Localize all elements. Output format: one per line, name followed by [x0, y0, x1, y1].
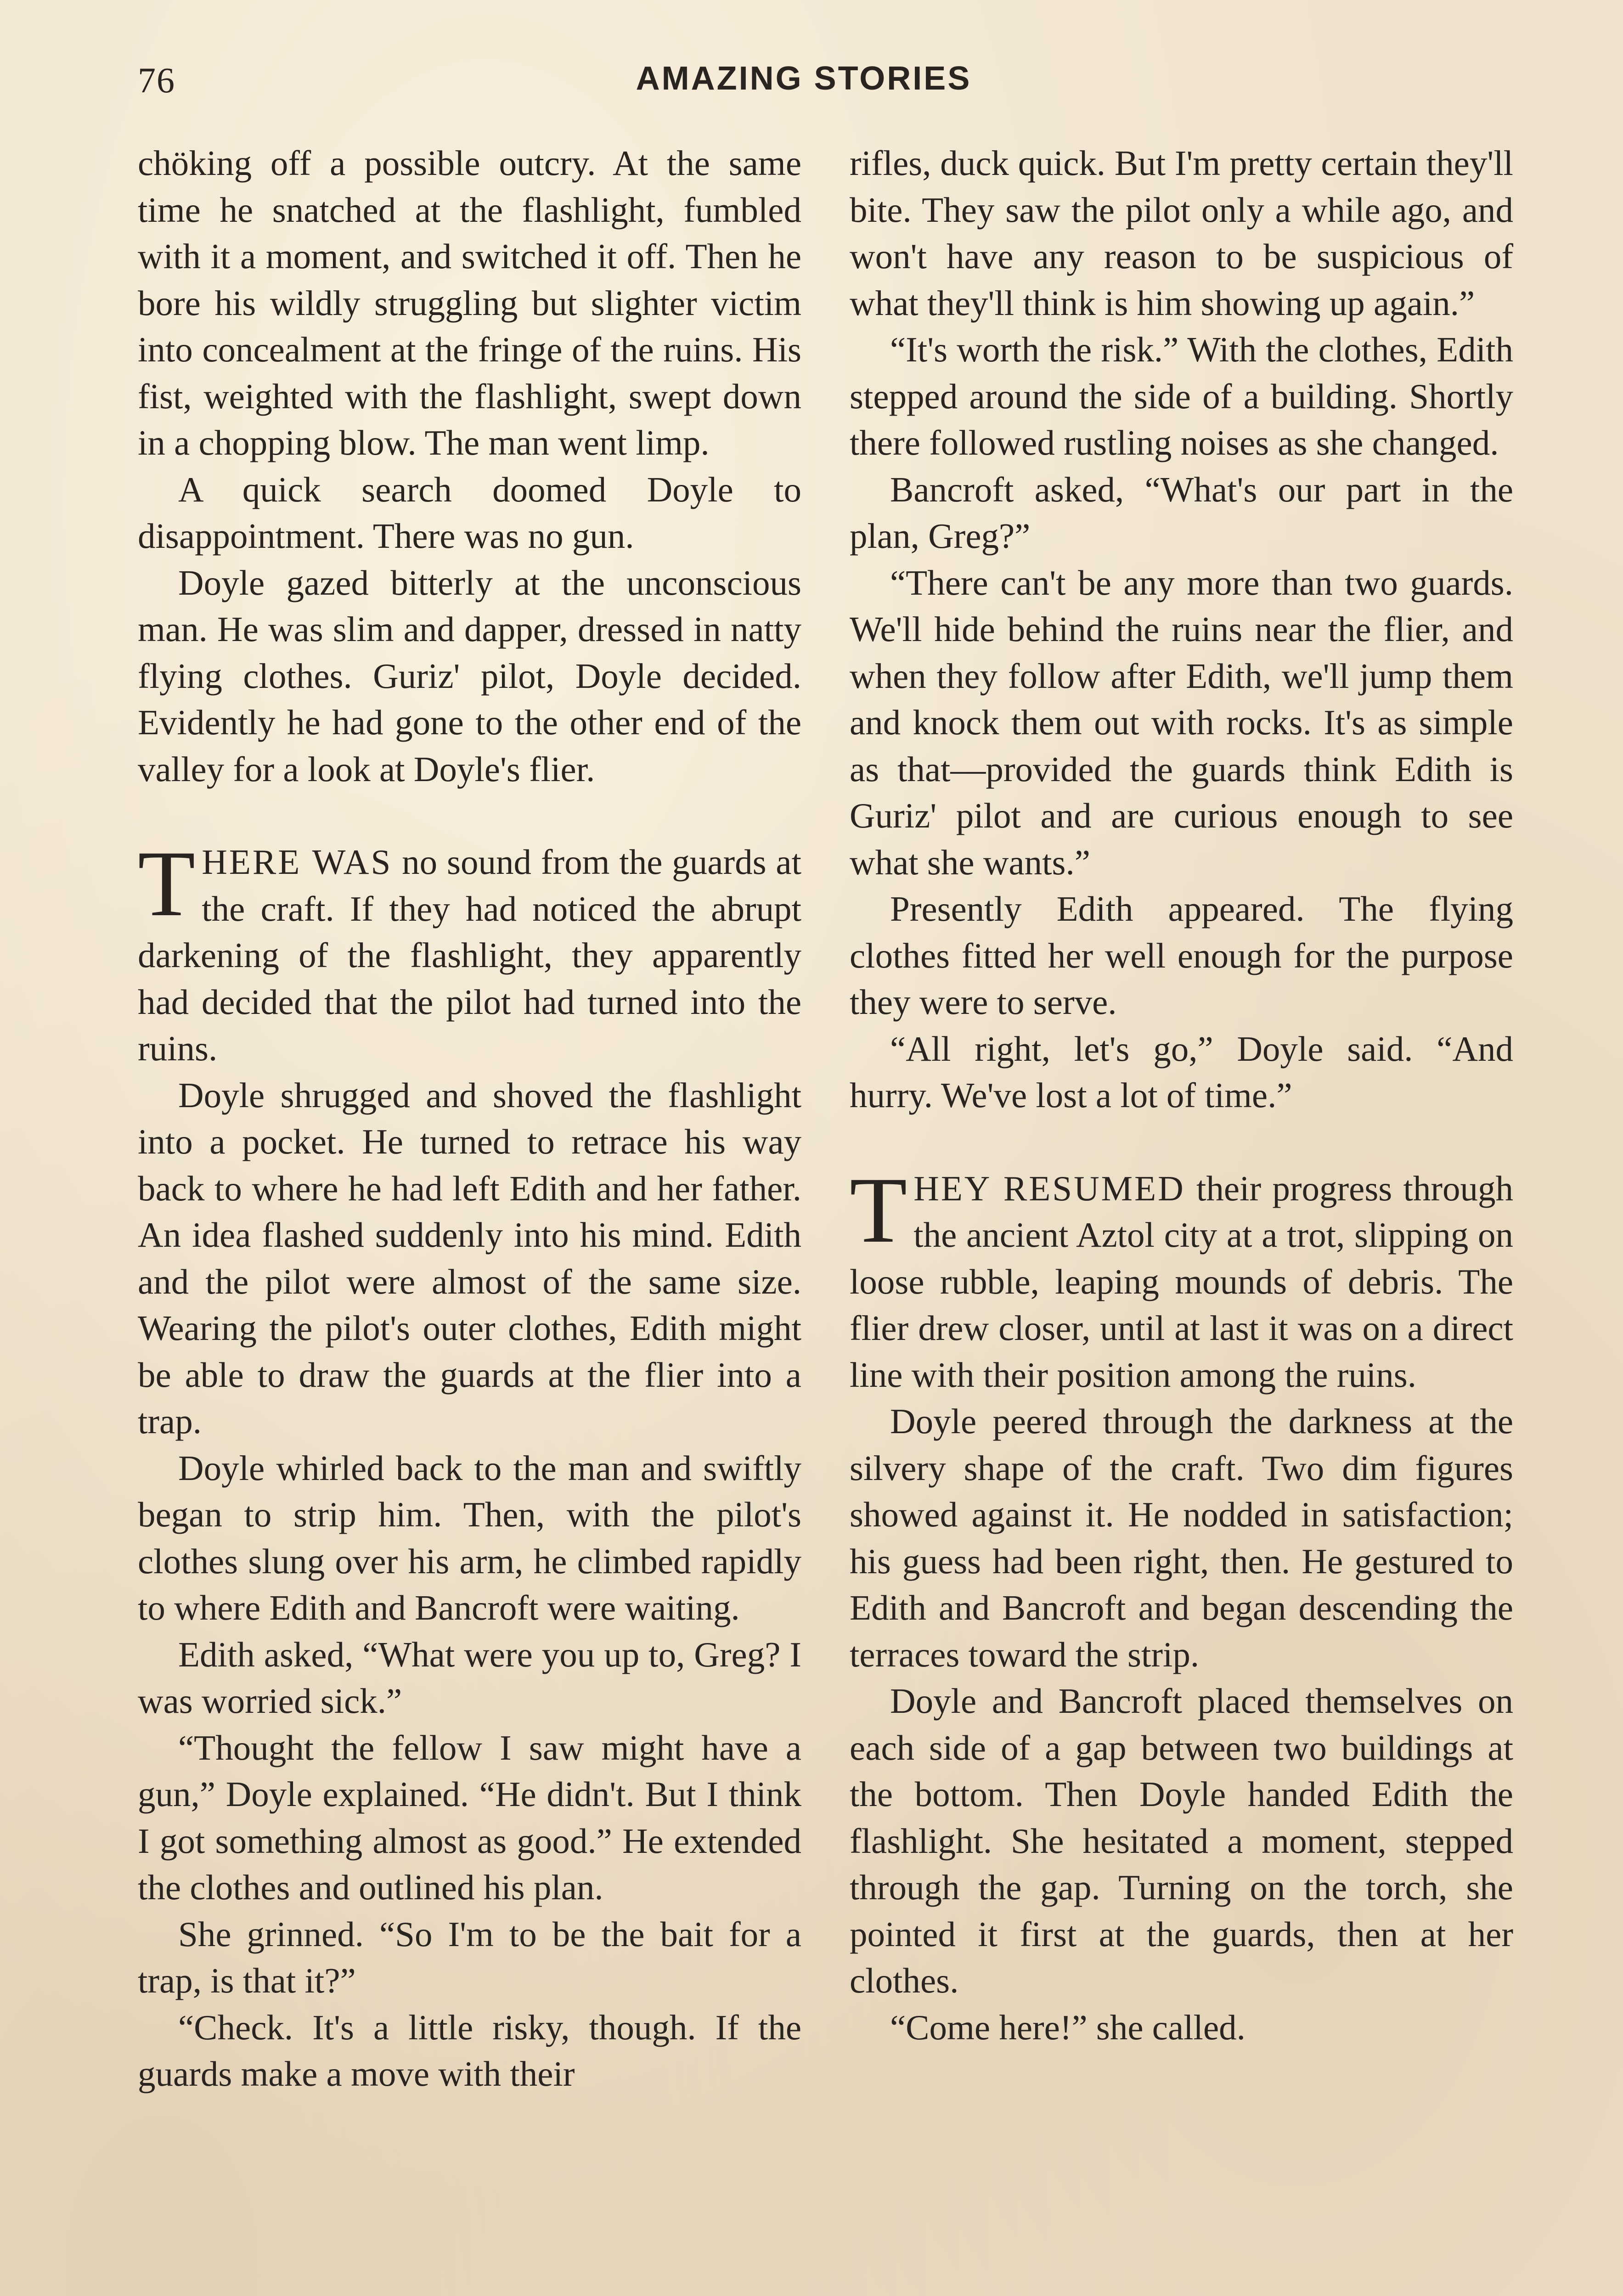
paragraph: Bancroft asked, “What's our part in the plan, Greg?” — [850, 469, 1513, 556]
page-header — [138, 60, 1516, 110]
paragraph: Doyle and Bancroft placed themselves on each side of a gap between two buildings at the bottom. Then Doyle handed Edith the flashlight. She hesitated a moment, stepped through the gap. Turning on the torch, she pointed it first at the guards, then at her clothes. — [850, 1681, 1513, 2000]
paragraph: “Check. It's a little risky, though. If the guards make a move with their — [138, 2007, 801, 2093]
paragraph: Doyle peered through the darkness at the silvery shape of the craft. Two dim figures showed against it. He nodded in satisfaction; his guess had been right, then. He gestured to Edith and Bancroft and began descending the terraces toward the strip. — [850, 1401, 1513, 1674]
lead-in-caps: HEY RESUMED — [913, 1168, 1185, 1208]
drop-cap: T — [138, 832, 196, 936]
paragraph: Edith asked, “What were you up to, Greg? I was worried sick.” — [138, 1634, 801, 1721]
paragraph-text: their progress through the ancient Aztol city at a trot, slipping on loose rubble, leaping mounds of debris. The flier drew closer, until at last it was on a direct line with their position among the ruins. — [850, 1168, 1514, 1395]
paragraph: “It's worth the risk.” With the clothes, Edith stepped around the side of a building. Shortly there followed rustling noises as she changed. — [850, 330, 1513, 462]
right-column — [850, 140, 1513, 2296]
running-head: AMAZING STORIES — [636, 60, 972, 97]
text-columns — [138, 140, 1513, 2296]
paragraph: Doyle whirled back to the man and swiftly began to strip him. Then, with the pilot's clothes slung over his arm, he climbed rapidly to where Edith and Bancroft were waiting. — [138, 1448, 801, 1627]
paragraph-text: no sound from the guards at the craft. If they had noticed the abrupt darkening of the flashlight, they apparently had decided that the pilot had turned into the ruins. — [138, 842, 801, 1068]
paragraph: “There can't be any more than two guards. We'll hide behind the ruins near the flier, and when they follow after Edith, we'll jump them and knock them out with rocks. It's as simple as that—provided the guards think Edith is Guriz' pilot and are curious enough to see what she wants.” — [850, 563, 1513, 882]
section-opening-paragraph — [850, 1158, 1514, 1399]
page-number: 76 — [138, 60, 175, 100]
paragraph: Presently Edith appeared. The flying clothes fitted her well enough for the purpose they were to serve. — [850, 889, 1513, 1022]
paragraph: Doyle shrugged and shoved the flashlight into a pocket. He turned to retrace his way back to where he had left Edith and her father. An idea flashed suddenly into his mind. Edith and the pilot were almost of the same size. Wearing the pilot's outer clothes, Edith might be able to draw the guards at the flier into a trap. — [138, 1075, 801, 1441]
drop-cap: T — [850, 1158, 907, 1262]
paragraph: Doyle gazed bitterly at the unconscious man. He was slim and dapper, dressed in natty flying clothes. Guriz' pilot, Doyle decided. Evidently he had gone to the other end of the valley for a look at Doyle's flier. — [138, 563, 801, 789]
paragraph: rifles, duck quick. But I'm pretty certain they'll bite. They saw the pilot only a while ago, and won't have any reason to be suspicious of what they'll think is him showing up again.” — [850, 143, 1513, 323]
paragraph: She grinned. “So I'm to be the bait for a trap, is that it?” — [138, 1914, 801, 2000]
paragraph: chöking off a possible outcry. At the same time he snatched at the flashlight, fumbled with it a moment, and switched it off. Then he bore his wildly struggling but slighter victim into concealment at the fringe of the ruins. His fist, weighted with the flashlight, swept down in a chopping blow. The man went limp. — [138, 143, 801, 462]
paragraph: “Come here!” she called. — [890, 2007, 1245, 2047]
paragraph: A quick search doomed Doyle to disappointment. There was no gun. — [138, 469, 801, 556]
left-column — [138, 140, 801, 2296]
lead-in-caps: HERE WAS — [202, 842, 393, 882]
paragraph: “Thought the fellow I saw might have a gun,” Doyle explained. “He didn't. But I think I got something almost as good.” He extended the clothes and outlined his plan. — [138, 1728, 801, 1907]
paragraph: “All right, let's go,” Doyle said. “And hurry. We've lost a lot of time.” — [850, 1029, 1513, 1115]
section-opening-paragraph — [138, 832, 801, 1072]
